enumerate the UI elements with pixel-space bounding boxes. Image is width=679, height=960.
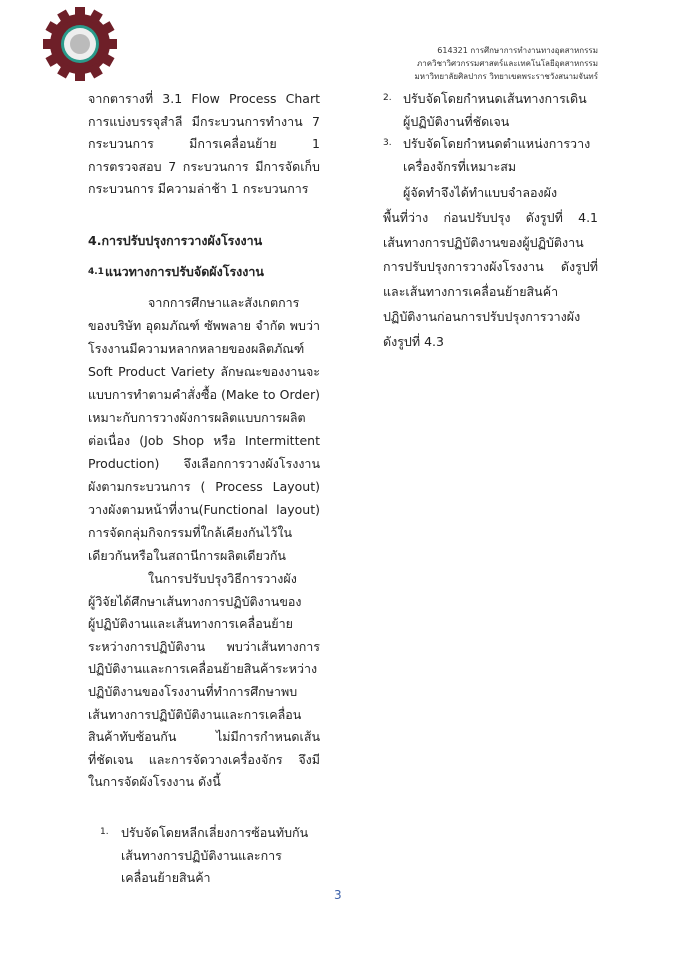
text-line: ผู้ปฏิบัติงานที่ชัดเจน [403,113,510,129]
text-line: ในการจัดผังโรงงาน ดังนี้ [88,774,221,790]
text-line: กระบวนการ มีความล่าช้า 1 กระบวนการ [88,181,309,196]
text-line: เดียวกันหรือในสถานีการผลิตเดียวกัน [88,548,286,563]
university-seal-logo [42,6,118,82]
text-line: ผังตามกระบวนการ ( Process Layout) [88,479,320,494]
text-line: เส้นทางการปฏิบัติบัติงานและการเคลื่อน [88,706,302,722]
text-line: ปรับจัดโดยกำหนดตำแหน่งการวาง [403,136,591,151]
text-line: ในการปรับปรุงวิธีการวางผัง [148,571,297,586]
text-line: สินค้าทับซ้อนกัน ไม่มีการกำหนดเส้น [88,729,320,745]
text-line: และเส้นทางการเคลื่อนย้ายสินค้า [383,284,559,300]
text-line: ที่ชัดเจน และการจัดวางเครื่องจักร จึงมี [88,751,320,767]
text-line: ผู้ปฏิบัติงานและเส้นทางการเคลื่อนย้าย [88,616,293,632]
text-line: จากตารางที่ 3.1 Flow Process Chart [88,91,320,106]
header-line: ภาควิชาวิศวกรรมศาสตร์และเทคโนโลยีอุตสาหกรรม [417,59,598,68]
text-line: เส้นทางการปฏิบัติงานและการ [121,847,282,863]
text-line: การปรับปรุงการวางผังโรงงาน ดังรูปที่ [383,259,598,275]
text-line: การตรวจสอบ 7 กระบวนการ มีการจัดเก็บ [88,158,320,174]
text-line: Production) จึงเลือกการวางผังโรงงาน [88,456,320,471]
list-number: 3. [383,138,392,148]
course-header [415,44,598,83]
text-line: ปรับจัดโดยหลีกเลี่ยงการซ้อนทับกัน [121,825,309,840]
text-line: ปรับจัดโดยกำหนดเส้นทางการเดิน [403,91,587,106]
text-line: กระบวนการ มีการเคลื่อนย้าย 1 [88,136,320,151]
text-line: การจัดกลุ่มกิจกรรมที่ใกล้เคียงกันไว้ใน [88,525,293,540]
text-line: ปฏิบัติงานของโรงงานที่ทำการศึกษาพบ [88,684,298,699]
text-line: เครื่องจักรที่เหมาะสม [403,158,517,174]
text-line: Soft Product Variety ลักษณะของงานจะ [88,364,320,379]
list-number: 2. [383,93,392,103]
text-line: แบบการทำตามคำสั่งซื้อ (Make to Order) [88,387,320,402]
page-number: 3 [334,888,342,902]
text-line: ผู้จัดทำจึงได้ทำแบบจำลองผัง [403,185,558,200]
list-number: 1. [100,827,109,837]
text-line: พื้นที่ว่าง ก่อนปรับปรุง ดังรูปที่ 4.1 [383,209,598,225]
header-line: 614321 การศึกษาการทำงานทางอุตสาหกรรม [437,46,598,55]
text-line: ผู้วิจัยได้ศึกษาเส้นทางการปฏิบัติงานของ [88,593,302,609]
header-line: มหาวิทยาลัยศิลปากร วิทยาเขตพระราชวังสนามจันทร์ [414,72,598,81]
section-heading: 4.การปรับปรุงการวางผังโรงงาน [88,233,263,248]
text-line: การแบ่งบรรจุสำลี มีกระบวนการทำงาน 7 [88,113,320,129]
text-line: ปฏิบัติงานก่อนการปรับปรุงการวางผัง [383,309,581,324]
text-line: โรงงานมีความหลากหลายของผลิตภัณฑ์ [88,341,305,356]
text-line: ระหว่างการปฏิบัติงาน พบว่าเส้นทางการ [88,638,320,654]
text-line: ปฏิบัติงานและการเคลื่อนย้ายสินค้าระหว่าง [88,661,318,677]
text-line: ดังรูปที่ 4.3 [383,333,444,349]
subsection-heading: แนวทางการปรับจัดผังโรงงาน [105,264,264,279]
text-line: ต่อเนื่อง (Job Shop หรือ Intermittent [88,433,320,448]
subsection-number: 4.1 [88,267,104,277]
text-line: เส้นทางการปฏิบัติงานของผู้ปฏิบัติงาน [383,234,584,250]
text-line: ของบริษัท อุดมภัณฑ์ ซัพพลาย จำกัด พบว่า [88,318,320,333]
text-line: เหมาะกับการวางผังการผลิตแบบการผลิต [88,410,306,425]
text-line: วางผังตามหน้าที่งาน(Functional layout) [88,502,320,517]
text-line: เคลื่อนย้ายสินค้า [121,870,211,886]
text-line: จากการศึกษาและสังเกตการ [148,295,300,310]
